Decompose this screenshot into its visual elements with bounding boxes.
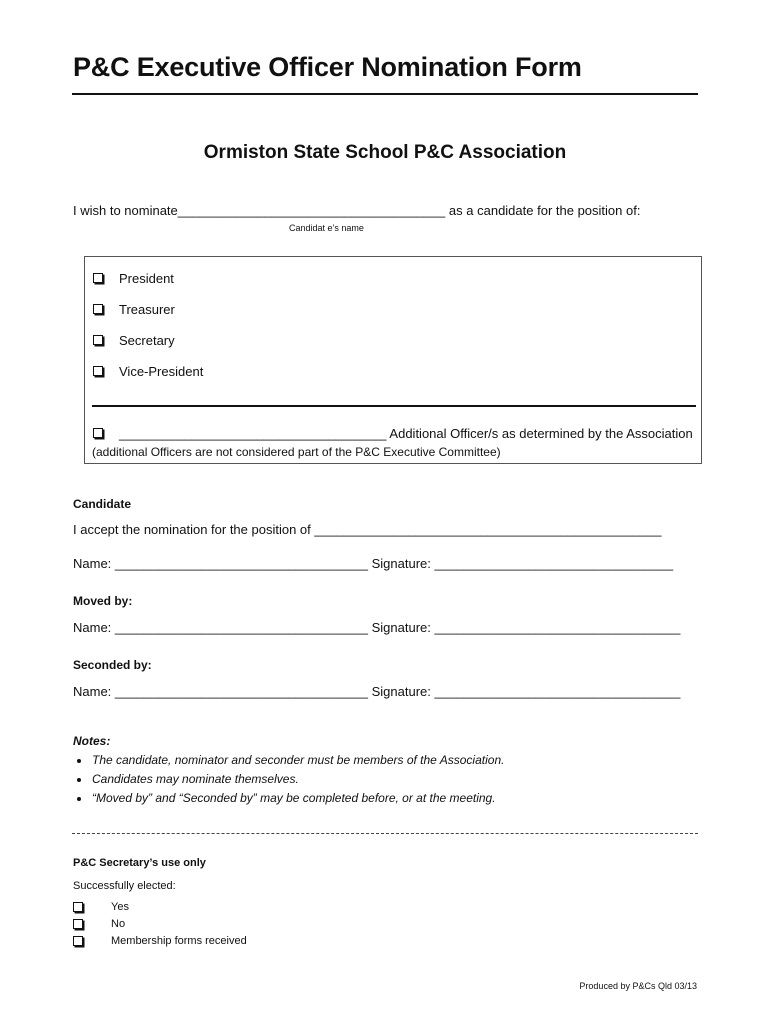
title-divider	[72, 93, 698, 95]
additional-officer-line	[119, 426, 693, 441]
accept-position-field[interactable]: ________________________________________________	[314, 522, 662, 537]
option-membership-label: Membership forms received	[111, 935, 247, 947]
name-label: Name:	[73, 620, 112, 635]
signature-label: Signature:	[371, 684, 431, 699]
additional-officer-label: Additional Officer/s as determined by the Association	[389, 426, 693, 441]
candidate-name-input[interactable]: ___________________________________	[114, 556, 368, 571]
note-item: “Moved by” and “Seconded by” may be completed before, or at the meeting.	[92, 791, 496, 805]
candidate-name-row	[73, 556, 673, 571]
nominate-suffix: as a candidate for the position of:	[448, 203, 641, 218]
checkbox-treasurer[interactable]	[93, 304, 103, 314]
seconded-by-signature-input[interactable]: __________________________________	[434, 684, 681, 699]
candidate-name-field[interactable]: _____________________________________	[177, 203, 446, 218]
seconded-by-heading: Seconded by:	[73, 658, 152, 672]
moved-by-heading: Moved by:	[73, 594, 133, 608]
signature-label: Signature:	[371, 620, 431, 635]
seconded-by-name-input[interactable]: ___________________________________	[114, 684, 368, 699]
notes-heading: Notes:	[73, 734, 111, 748]
accept-prefix: I accept the nomination for the position of	[73, 522, 311, 537]
nominate-prefix: I wish to nominate	[73, 203, 178, 218]
candidate-name-caption: Candidat e’s name	[289, 223, 364, 233]
note-item: The candidate, nominator and seconder must be members of the Association.	[92, 753, 505, 767]
checkbox-membership-forms[interactable]	[73, 936, 83, 946]
note-item: Candidates may nominate themselves.	[92, 772, 299, 786]
organisation-name: Ormiston State School P&C Association	[203, 142, 567, 163]
successfully-elected-label: Successfully elected:	[73, 880, 176, 892]
checkbox-secretary[interactable]	[93, 335, 103, 345]
section-divider	[72, 833, 698, 834]
signature-label: Signature:	[371, 556, 431, 571]
additional-officer-note: (additional Officers are not considered part of the P&C Executive Committee)	[92, 445, 501, 459]
position-label-secretary: Secretary	[119, 333, 175, 348]
candidate-heading: Candidate	[73, 497, 132, 511]
checkbox-yes[interactable]	[73, 902, 83, 912]
moved-by-signature-input[interactable]: __________________________________	[434, 620, 681, 635]
accept-line	[73, 522, 661, 537]
bullet-icon	[77, 759, 81, 763]
checkbox-vice-president[interactable]	[93, 366, 103, 376]
bullet-icon	[77, 797, 81, 801]
name-label: Name:	[73, 684, 112, 699]
page-title: P&C Executive Officer Nomination Form	[73, 52, 582, 82]
positions-divider	[92, 405, 696, 407]
seconded-by-row	[73, 684, 680, 699]
additional-officer-field[interactable]: _____________________________________	[119, 426, 387, 441]
footer-credit: Produced by P&Cs Qld 03/13	[579, 981, 697, 991]
secretary-heading: P&C Secretary’s use only	[73, 857, 206, 869]
position-label-president: President	[119, 271, 174, 286]
bullet-icon	[77, 778, 81, 782]
moved-by-name-input[interactable]: ___________________________________	[114, 620, 368, 635]
checkbox-additional-officer[interactable]	[93, 428, 103, 438]
checkbox-president[interactable]	[93, 273, 103, 283]
option-no-label: No	[111, 918, 126, 930]
position-label-treasurer: Treasurer	[119, 302, 175, 317]
nominate-line	[73, 203, 640, 218]
checkbox-no[interactable]	[73, 919, 83, 929]
position-label-vice-president: Vice-President	[119, 364, 204, 379]
option-yes-label: Yes	[111, 901, 129, 913]
candidate-signature-input[interactable]: _________________________________	[434, 556, 674, 571]
name-label: Name:	[73, 556, 112, 571]
moved-by-row	[73, 620, 680, 635]
